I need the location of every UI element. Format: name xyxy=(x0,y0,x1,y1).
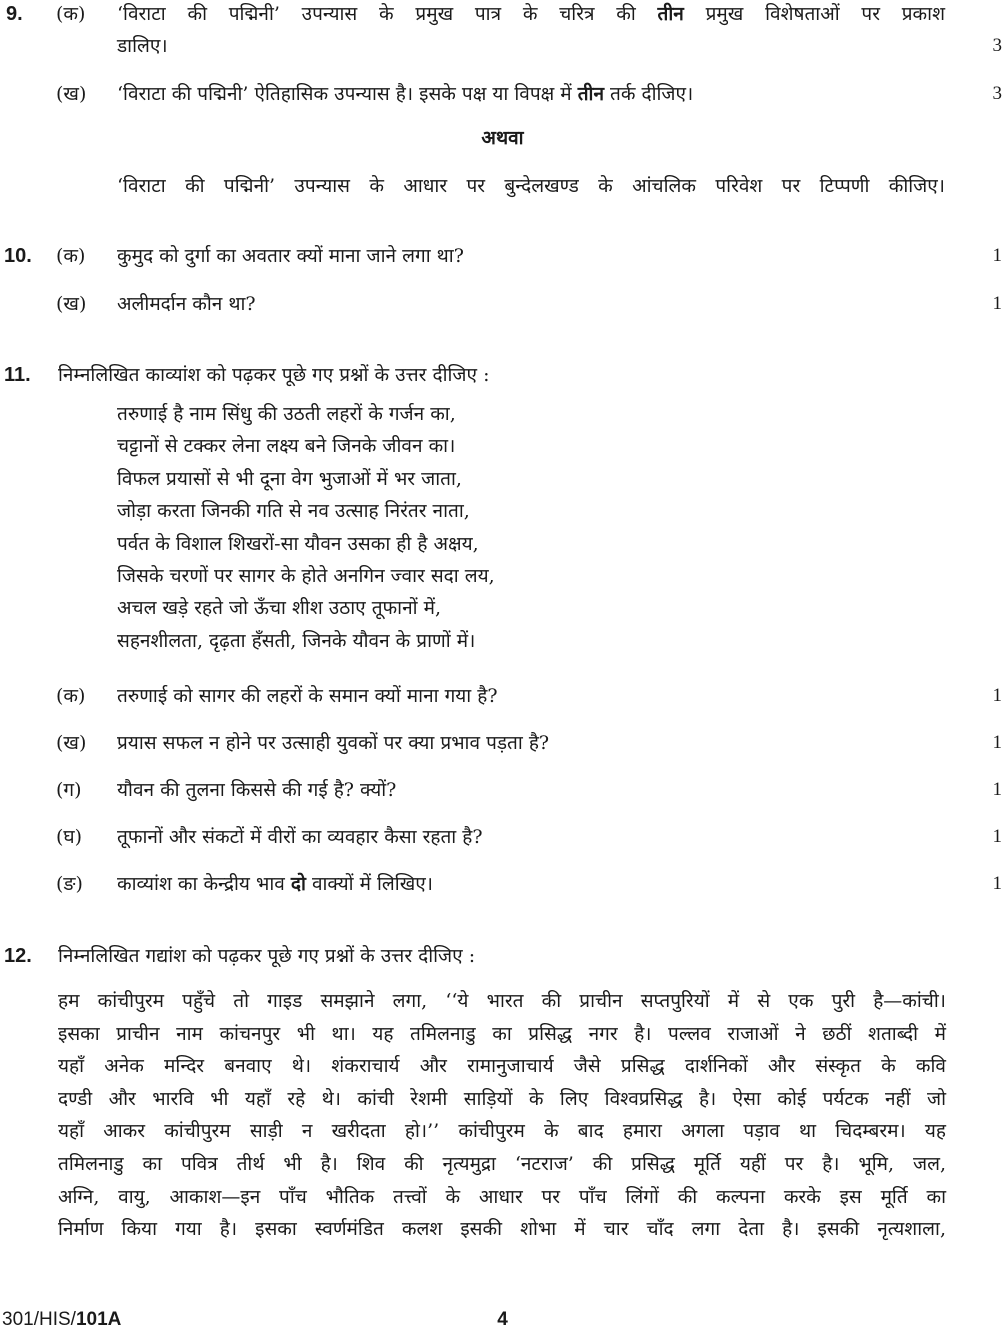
question-text-continued: डालिए। xyxy=(117,35,168,57)
paper-code: 301/HIS/101A xyxy=(2,1309,122,1330)
marks: 3 xyxy=(992,83,1002,104)
marks: 1 xyxy=(992,732,1002,753)
prose-passage xyxy=(58,985,946,1246)
marks: 1 xyxy=(992,873,1002,894)
subquestion-label: (क) xyxy=(56,685,86,707)
subquestion-label: (ग) xyxy=(56,779,82,801)
marks: 1 xyxy=(992,826,1002,847)
question-text: कुमुद को दुर्गा का अवतार क्यों माना जाने लगा था? xyxy=(117,245,464,267)
question-number: 11. xyxy=(4,364,31,386)
question-number: 12. xyxy=(4,945,32,967)
subquestion-label: (ख) xyxy=(56,293,87,315)
question-text: ‘विराटा की पद्मिनी’ ऐतिहासिक उपन्यास है। इसके पक्ष या विपक्ष में तीन तर्क दीजिए। xyxy=(117,83,694,105)
subquestion-label: (क) xyxy=(56,3,86,25)
subquestion-label: (ख) xyxy=(56,732,87,754)
marks: 3 xyxy=(992,35,1002,56)
marks: 1 xyxy=(992,685,1002,706)
question-text: काव्यांश का केन्द्रीय भाव दो वाक्यों में लिखिए। xyxy=(117,873,433,895)
subquestion-label: (घ) xyxy=(56,826,83,848)
poem-line: चट्टानों से टक्कर लेना लक्ष्य बने जिनके जीवन का। xyxy=(117,435,456,458)
poem-line: विफल प्रयासों से भी दूना वेग भुजाओं में भर जाता, xyxy=(117,467,462,490)
marks: 1 xyxy=(992,245,1002,266)
question-text: प्रयास सफल न होने पर उत्साही युवकों पर क्या प्रभाव पड़ता है? xyxy=(117,732,550,754)
page-number: 4 xyxy=(497,1309,508,1330)
passage-line: दण्डी और भारवि भी यहाँ रहे थे। कांची रेशमी साड़ियों के लिए विश्वप्रसिद्ध है। ऐसा कोई पर्यटक नहीं जो xyxy=(58,1087,946,1110)
question-number: 9. xyxy=(6,3,23,25)
question-text: अलीमर्दान कौन था? xyxy=(117,293,256,315)
poem-line: तरुणाई है नाम सिंधु की उठती लहरों के गर्जन का, xyxy=(117,403,456,425)
question-instruction: निम्नलिखित गद्यांश को पढ़कर पूछे गए प्रश्नों के उत्तर दीजिए : xyxy=(58,945,476,967)
marks: 1 xyxy=(992,293,1002,314)
question-instruction: निम्नलिखित काव्यांश को पढ़कर पूछे गए प्रश्नों के उत्तर दीजिए : xyxy=(58,364,490,386)
question-text: ‘विराटा की पद्मिनी’ उपन्यास के प्रमुख पात्र के चरित्र की तीन प्रमुख विशेषताओं पर प्रकाश xyxy=(117,3,945,25)
passage-line: तमिलनाडु का पवित्र तीर्थ भी है। शिव की नृत्यमुद्रा ‘नटराज’ की प्रसिद्ध मूर्ति यहीं पर है। भूमि, जल, xyxy=(58,1152,946,1175)
question-text: यौवन की तुलना किससे की गई है? क्यों? xyxy=(117,779,397,801)
poem-excerpt xyxy=(117,398,495,657)
poem-line: जिसके चरणों पर सागर के होते अनगिन ज्वार सदा लय, xyxy=(117,564,495,587)
subquestion-label: (ङ) xyxy=(56,873,83,895)
poem-line: अचल खड़े रहते जो ऊँचा शीश उठाए तूफानों में, xyxy=(117,597,442,620)
question-text: तरुणाई को सागर की लहरों के समान क्यों माना गया है? xyxy=(117,685,498,707)
passage-line: इसका प्राचीन नाम कांचनपुर भी था। यह तमिलनाडु का प्रसिद्ध नगर है। पल्लव राजाओं ने छठीं शताब्दी में xyxy=(58,1022,946,1045)
question-number: 10. xyxy=(4,245,32,267)
subquestion-label: (क) xyxy=(56,245,86,267)
passage-line: यहाँ अनेक मन्दिर बनवाए थे। शंकराचार्य और रामानुजाचार्य जैसे प्रसिद्ध दार्शनिकों और संस्कृत के कवि xyxy=(58,1055,946,1078)
passage-line: अग्नि, वायु, आकाश—इन पाँच भौतिक तत्त्वों के आधार पर पाँच लिंगों की कल्पना करके इस मूर्ति का xyxy=(58,1185,946,1208)
passage-line: हम कांचीपुरम पहुँचे तो गाइड समझाने लगा, ‘‘ये भारत की प्राचीन सप्तपुरियों में से एक पुरी है—कांची। xyxy=(58,990,946,1012)
poem-line: जोड़ा करता जिनकी गति से नव उत्साह निरंतर नाता, xyxy=(117,500,470,523)
poem-line: पर्वत के विशाल शिखरों-सा यौवन उसका ही है अक्षय, xyxy=(117,532,479,555)
marks: 1 xyxy=(992,779,1002,800)
passage-line: निर्माण किया गया है। इसका स्वर्णमंडित कलश इसकी शोभा में चार चाँद लगा देता है। इसकी नृत्यशाला, xyxy=(58,1218,946,1241)
alternative-question: ‘विराटा की पद्मिनी’ उपन्यास के आधार पर बुन्देलखण्ड के आंचलिक परिवेश पर टिप्पणी कीजिए। xyxy=(117,175,945,197)
passage-line: यहाँ आकर कांचीपुरम साड़ी न खरीदता हो।’’ कांचीपुरम के बाद हमारा अगला पड़ाव था चिदम्बरम। यह xyxy=(58,1120,946,1143)
question-text: तूफानों और संकटों में वीरों का व्यवहार कैसा रहता है? xyxy=(117,826,483,848)
or-heading: अथवा xyxy=(481,127,524,149)
poem-line: सहनशीलता, दृढ़ता हँसती, जिनके यौवन के प्राणों में। xyxy=(117,629,476,652)
subquestion-label: (ख) xyxy=(56,83,87,105)
